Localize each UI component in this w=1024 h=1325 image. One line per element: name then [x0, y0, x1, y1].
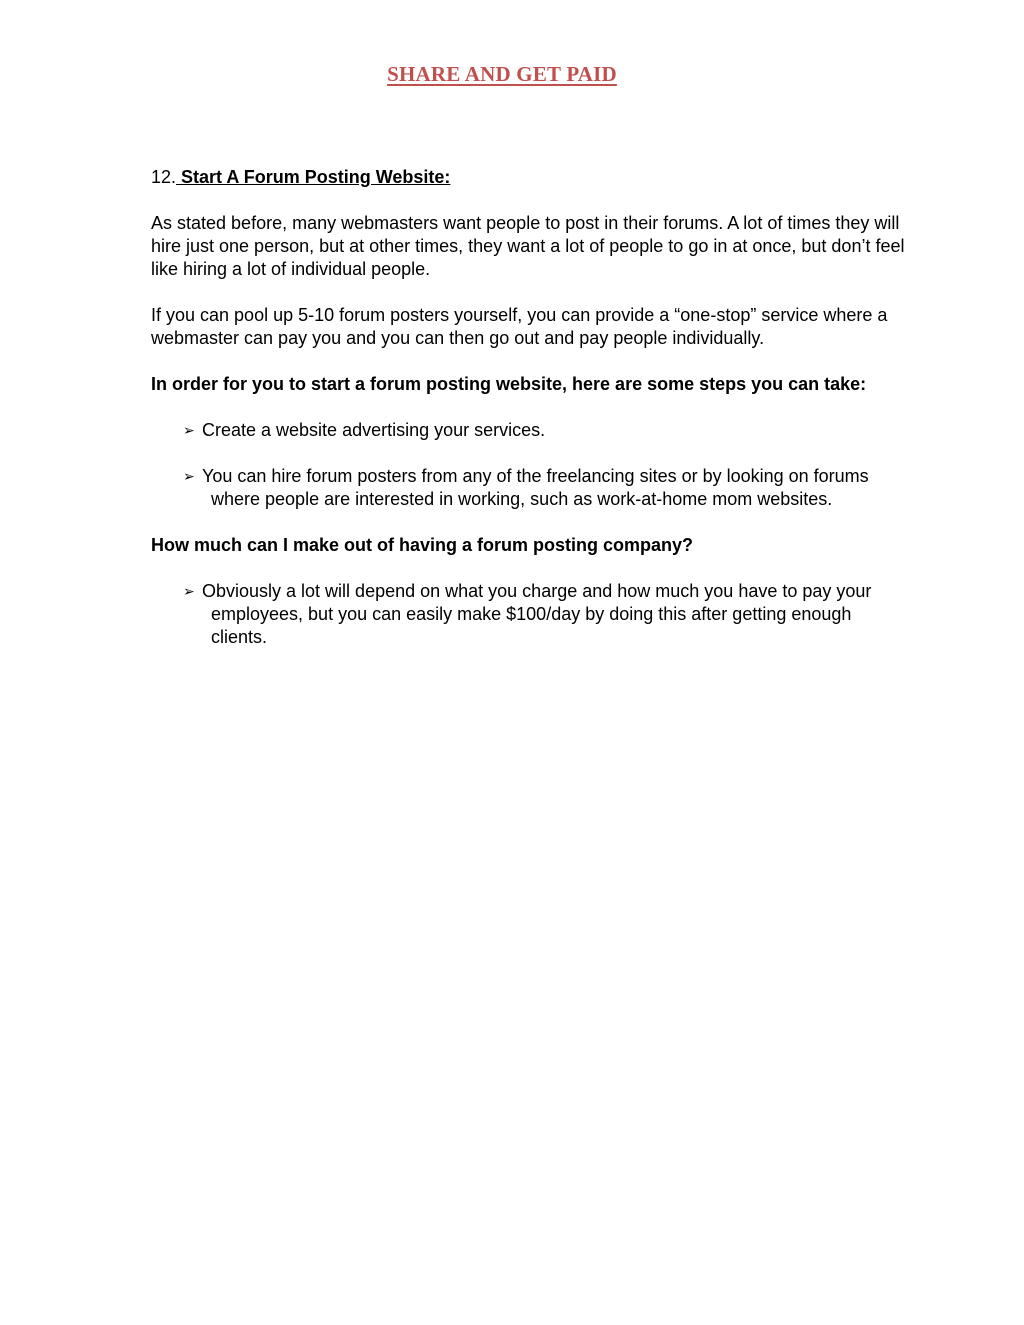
list-item: [183, 465, 911, 511]
list-item: [183, 419, 911, 442]
earnings-list: [151, 580, 911, 649]
section-title: Start A Forum Posting Website:: [176, 167, 451, 187]
section-heading: [151, 166, 911, 189]
steps-heading: In order for you to start a forum posting website, here are some steps you can take:: [151, 374, 867, 394]
arrowhead-bullet-icon: ➢: [183, 583, 195, 599]
body-paragraph: As stated before, many webmasters want people to post in their forums. A lot of times they will hire just one person, but at other times, they want a lot of people to go in at once, but don’t feel like hiring a lot of individual people.: [151, 213, 905, 279]
section-number: 12.: [151, 167, 177, 187]
earnings-heading: How much can I make out of having a forum posting company?: [151, 535, 694, 555]
list-item-text: You can hire forum posters from any of the freelancing sites or by looking on forums where people are interested in working, such as work-at-home mom websites.: [202, 466, 869, 509]
arrowhead-bullet-icon: ➢: [183, 422, 195, 438]
body-paragraph: If you can pool up 5-10 forum posters yourself, you can provide a “one-stop” service where a webmaster can pay you and you can then go out and pay people individually.: [151, 305, 888, 348]
document-body: [151, 166, 911, 672]
list-item-text: Create a website advertising your services.: [202, 420, 546, 440]
list-item-text: Obviously a lot will depend on what you charge and how much you have to pay your employees, but you can easily make $100/day by doing this after getting enough clients.: [202, 581, 872, 647]
page-header-title: SHARE AND GET PAID: [387, 62, 617, 86]
list-item: [183, 580, 911, 649]
steps-list: [151, 419, 911, 511]
arrowhead-bullet-icon: ➢: [183, 468, 195, 484]
